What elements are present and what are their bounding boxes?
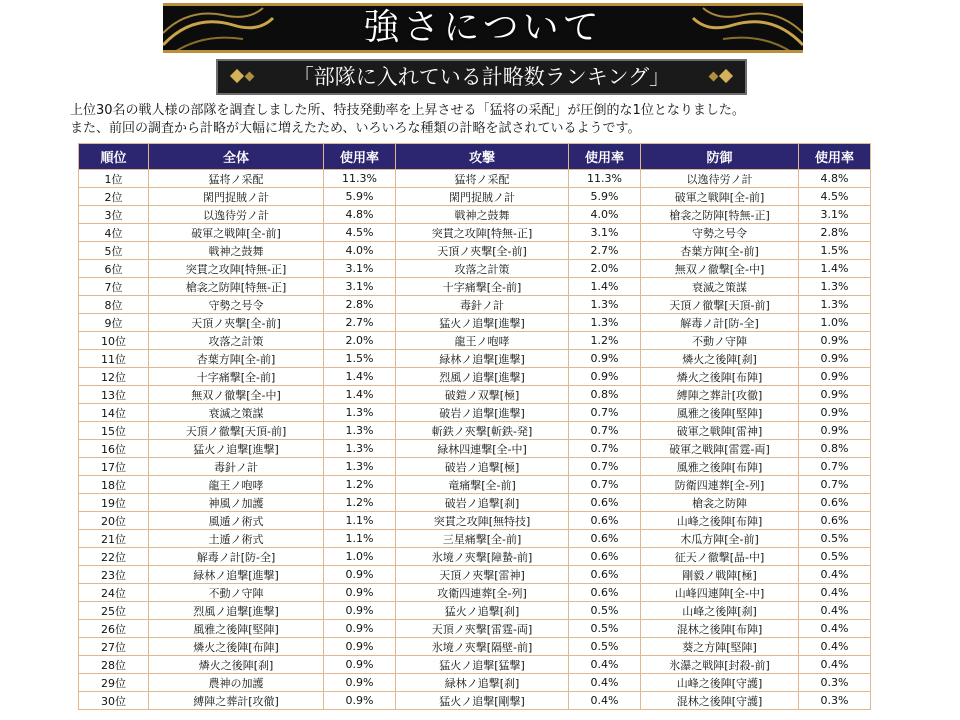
overall-rate-cell: 1.3% bbox=[324, 458, 396, 476]
description-line: また、前回の調査から計略が大幅に増えたため、いろいろな種類の計略を試されているようです。 bbox=[70, 121, 641, 136]
attack-rate-cell: 1.2% bbox=[569, 332, 641, 350]
rank-cell: 29位 bbox=[79, 674, 149, 692]
overall-rate-cell: 0.9% bbox=[324, 638, 396, 656]
defense-rate-cell: 0.3% bbox=[799, 674, 871, 692]
table-row bbox=[79, 404, 871, 422]
table-row bbox=[79, 278, 871, 296]
overall-strategy-cell: 猛将ノ采配 bbox=[149, 170, 324, 188]
table-row bbox=[79, 566, 871, 584]
defense-strategy-cell: 不動ノ守陣 bbox=[641, 332, 799, 350]
defense-rate-cell: 0.5% bbox=[799, 530, 871, 548]
defense-strategy-cell: 山峰之後陣[刹] bbox=[641, 602, 799, 620]
attack-strategy-cell: 天頂ノ夾撃[雷霆-両] bbox=[396, 620, 569, 638]
attack-rate-cell: 1.3% bbox=[569, 296, 641, 314]
rank-cell: 22位 bbox=[79, 548, 149, 566]
rank-cell: 8位 bbox=[79, 296, 149, 314]
attack-strategy-cell: 氷境ノ夾撃[隔壁-前] bbox=[396, 638, 569, 656]
rank-cell: 30位 bbox=[79, 692, 149, 710]
overall-strategy-cell: 衰滅之策謀 bbox=[149, 404, 324, 422]
table-row bbox=[79, 476, 871, 494]
overall-strategy-cell: 風遁ノ術式 bbox=[149, 512, 324, 530]
description bbox=[70, 102, 950, 138]
defense-strategy-cell: 破軍之戦陣[雷神] bbox=[641, 422, 799, 440]
overall-strategy-cell: 槍衾之防陣[特無-正] bbox=[149, 278, 324, 296]
overall-strategy-cell: 縛陣之葬計[攻徹] bbox=[149, 692, 324, 710]
attack-strategy-cell: 破岩ノ追撃[刹] bbox=[396, 494, 569, 512]
defense-strategy-cell: 剛毅ノ戦陣[極] bbox=[641, 566, 799, 584]
table-row bbox=[79, 494, 871, 512]
attack-strategy-cell: 緑林ノ追撃[刹] bbox=[396, 674, 569, 692]
defense-rate-cell: 0.4% bbox=[799, 602, 871, 620]
attack-rate-cell: 0.4% bbox=[569, 692, 641, 710]
defense-strategy-cell: 無双ノ徹撃[全-中] bbox=[641, 260, 799, 278]
attack-rate-cell: 0.5% bbox=[569, 602, 641, 620]
overall-strategy-cell: 閑門捉賊ノ計 bbox=[149, 188, 324, 206]
attack-rate-cell: 0.9% bbox=[569, 350, 641, 368]
defense-rate-cell: 4.5% bbox=[799, 188, 871, 206]
defense-rate-cell: 0.9% bbox=[799, 404, 871, 422]
header-attack: 攻撃 bbox=[396, 144, 569, 170]
table-row bbox=[79, 512, 871, 530]
rank-cell: 12位 bbox=[79, 368, 149, 386]
header-defense: 防御 bbox=[641, 144, 799, 170]
rank-cell: 14位 bbox=[79, 404, 149, 422]
overall-rate-cell: 1.2% bbox=[324, 494, 396, 512]
rank-cell: 23位 bbox=[79, 566, 149, 584]
overall-strategy-cell: 無双ノ徹撃[全-中] bbox=[149, 386, 324, 404]
overall-rate-cell: 1.3% bbox=[324, 440, 396, 458]
defense-rate-cell: 0.9% bbox=[799, 386, 871, 404]
defense-strategy-cell: 守勢之号令 bbox=[641, 224, 799, 242]
header-overall: 全体 bbox=[149, 144, 324, 170]
header-usage-rate: 使用率 bbox=[569, 144, 641, 170]
attack-rate-cell: 0.7% bbox=[569, 404, 641, 422]
attack-rate-cell: 1.4% bbox=[569, 278, 641, 296]
overall-strategy-cell: 龍王ノ咆哮 bbox=[149, 476, 324, 494]
defense-strategy-cell: 木瓜方陣[全-前] bbox=[641, 530, 799, 548]
attack-rate-cell: 0.6% bbox=[569, 530, 641, 548]
overall-rate-cell: 11.3% bbox=[324, 170, 396, 188]
attack-strategy-cell: 三星痛撃[全-前] bbox=[396, 530, 569, 548]
table-row bbox=[79, 260, 871, 278]
subtitle-banner bbox=[216, 59, 747, 95]
defense-strategy-cell: 以逸待労ノ計 bbox=[641, 170, 799, 188]
attack-strategy-cell: 猛火ノ追撃[刹] bbox=[396, 602, 569, 620]
attack-strategy-cell: 突貫之攻陣[無特技] bbox=[396, 512, 569, 530]
rank-cell: 20位 bbox=[79, 512, 149, 530]
table-row bbox=[79, 548, 871, 566]
overall-strategy-cell: 突貫之攻陣[特無-正] bbox=[149, 260, 324, 278]
overall-rate-cell: 1.2% bbox=[324, 476, 396, 494]
defense-strategy-cell: 破軍之戦陣[雷霆-両] bbox=[641, 440, 799, 458]
rank-cell: 9位 bbox=[79, 314, 149, 332]
attack-strategy-cell: 破岩ノ追撃[進撃] bbox=[396, 404, 569, 422]
header-usage-rate: 使用率 bbox=[324, 144, 396, 170]
overall-strategy-cell: 破軍之戦陣[全-前] bbox=[149, 224, 324, 242]
defense-strategy-cell: 槍衾之防陣 bbox=[641, 494, 799, 512]
defense-strategy-cell: 槍衾之防陣[特無-正] bbox=[641, 206, 799, 224]
overall-strategy-cell: 神風ノ加護 bbox=[149, 494, 324, 512]
defense-rate-cell: 1.0% bbox=[799, 314, 871, 332]
attack-rate-cell: 0.8% bbox=[569, 386, 641, 404]
overall-rate-cell: 4.8% bbox=[324, 206, 396, 224]
overall-rate-cell: 1.1% bbox=[324, 512, 396, 530]
defense-strategy-cell: 山峰之後陣[守護] bbox=[641, 674, 799, 692]
overall-rate-cell: 5.9% bbox=[324, 188, 396, 206]
defense-strategy-cell: 征天ノ徹撃[晶-中] bbox=[641, 548, 799, 566]
attack-rate-cell: 4.0% bbox=[569, 206, 641, 224]
attack-rate-cell: 0.7% bbox=[569, 458, 641, 476]
overall-rate-cell: 0.9% bbox=[324, 656, 396, 674]
attack-strategy-cell: 閑門捉賊ノ計 bbox=[396, 188, 569, 206]
defense-rate-cell: 0.8% bbox=[799, 440, 871, 458]
table-row bbox=[79, 602, 871, 620]
defense-strategy-cell: 混林之後陣[守護] bbox=[641, 692, 799, 710]
rank-cell: 18位 bbox=[79, 476, 149, 494]
table-row bbox=[79, 584, 871, 602]
overall-strategy-cell: 燐火之後陣[刹] bbox=[149, 656, 324, 674]
attack-rate-cell: 2.7% bbox=[569, 242, 641, 260]
attack-strategy-cell: 破鎧ノ双撃[極] bbox=[396, 386, 569, 404]
table-row bbox=[79, 206, 871, 224]
attack-strategy-cell: 毒針ノ計 bbox=[396, 296, 569, 314]
rank-cell: 3位 bbox=[79, 206, 149, 224]
attack-strategy-cell: 猛火ノ追撃[猛撃] bbox=[396, 656, 569, 674]
rank-cell: 21位 bbox=[79, 530, 149, 548]
attack-strategy-cell: 烈風ノ追撃[進撃] bbox=[396, 368, 569, 386]
attack-rate-cell: 11.3% bbox=[569, 170, 641, 188]
overall-rate-cell: 0.9% bbox=[324, 602, 396, 620]
rank-cell: 4位 bbox=[79, 224, 149, 242]
attack-rate-cell: 2.0% bbox=[569, 260, 641, 278]
table-row bbox=[79, 422, 871, 440]
attack-rate-cell: 0.5% bbox=[569, 620, 641, 638]
rank-cell: 13位 bbox=[79, 386, 149, 404]
attack-rate-cell: 3.1% bbox=[569, 224, 641, 242]
overall-rate-cell: 1.4% bbox=[324, 368, 396, 386]
attack-rate-cell: 0.5% bbox=[569, 638, 641, 656]
table-row bbox=[79, 674, 871, 692]
attack-strategy-cell: 緑林ノ追撃[進撃] bbox=[396, 350, 569, 368]
rank-cell: 19位 bbox=[79, 494, 149, 512]
defense-strategy-cell: 風雅之後陣[布陣] bbox=[641, 458, 799, 476]
defense-strategy-cell: 防衛四連葬[全-列] bbox=[641, 476, 799, 494]
defense-strategy-cell: 風雅之後陣[堅陣] bbox=[641, 404, 799, 422]
overall-strategy-cell: 土遁ノ術式 bbox=[149, 530, 324, 548]
defense-rate-cell: 1.4% bbox=[799, 260, 871, 278]
defense-strategy-cell: 縛陣之葬計[攻徹] bbox=[641, 386, 799, 404]
table-row bbox=[79, 458, 871, 476]
table-row bbox=[79, 656, 871, 674]
rank-cell: 24位 bbox=[79, 584, 149, 602]
attack-strategy-cell: 猛火ノ追撃[剛撃] bbox=[396, 692, 569, 710]
overall-strategy-cell: 農神の加護 bbox=[149, 674, 324, 692]
overall-rate-cell: 3.1% bbox=[324, 260, 396, 278]
table-row bbox=[79, 386, 871, 404]
defense-strategy-cell: 混林之後陣[布陣] bbox=[641, 620, 799, 638]
defense-strategy-cell: 杏葉方陣[全-前] bbox=[641, 242, 799, 260]
defense-rate-cell: 0.4% bbox=[799, 620, 871, 638]
title-banner bbox=[163, 3, 803, 53]
overall-strategy-cell: 緑林ノ追撃[進撃] bbox=[149, 566, 324, 584]
defense-strategy-cell: 衰滅之策謀 bbox=[641, 278, 799, 296]
rank-cell: 15位 bbox=[79, 422, 149, 440]
overall-strategy-cell: 燐火之後陣[布陣] bbox=[149, 638, 324, 656]
attack-rate-cell: 5.9% bbox=[569, 188, 641, 206]
defense-rate-cell: 0.4% bbox=[799, 656, 871, 674]
overall-rate-cell: 1.5% bbox=[324, 350, 396, 368]
table-row bbox=[79, 170, 871, 188]
overall-strategy-cell: 解毒ノ計[防-全] bbox=[149, 548, 324, 566]
table-row bbox=[79, 242, 871, 260]
rank-cell: 25位 bbox=[79, 602, 149, 620]
rank-cell: 27位 bbox=[79, 638, 149, 656]
overall-rate-cell: 1.3% bbox=[324, 404, 396, 422]
defense-rate-cell: 4.8% bbox=[799, 170, 871, 188]
attack-rate-cell: 0.9% bbox=[569, 368, 641, 386]
attack-strategy-cell: 猛将ノ采配 bbox=[396, 170, 569, 188]
overall-rate-cell: 0.9% bbox=[324, 692, 396, 710]
description-line: 上位30名の戦人様の部隊を調査しました所、特技発動率を上昇させる「猛将の采配」が圧倒的な1位となりました。 bbox=[70, 103, 745, 118]
attack-rate-cell: 0.6% bbox=[569, 584, 641, 602]
attack-rate-cell: 0.6% bbox=[569, 494, 641, 512]
attack-strategy-cell: 斬鉄ノ夾撃[斬鉄-発] bbox=[396, 422, 569, 440]
rank-cell: 7位 bbox=[79, 278, 149, 296]
attack-strategy-cell: 天頂ノ夾撃[全-前] bbox=[396, 242, 569, 260]
overall-strategy-cell: 戦神之鼓舞 bbox=[149, 242, 324, 260]
header-usage-rate: 使用率 bbox=[799, 144, 871, 170]
rank-cell: 10位 bbox=[79, 332, 149, 350]
defense-strategy-cell: 天頂ノ徹撃[天頂-前] bbox=[641, 296, 799, 314]
table-row bbox=[79, 188, 871, 206]
overall-rate-cell: 0.9% bbox=[324, 584, 396, 602]
overall-rate-cell: 0.9% bbox=[324, 674, 396, 692]
overall-strategy-cell: 不動ノ守陣 bbox=[149, 584, 324, 602]
table-row bbox=[79, 368, 871, 386]
table-row bbox=[79, 638, 871, 656]
defense-rate-cell: 1.3% bbox=[799, 296, 871, 314]
table-row bbox=[79, 440, 871, 458]
defense-rate-cell: 0.7% bbox=[799, 458, 871, 476]
attack-rate-cell: 0.6% bbox=[569, 566, 641, 584]
defense-strategy-cell: 解毒ノ計[防-全] bbox=[641, 314, 799, 332]
attack-rate-cell: 0.6% bbox=[569, 548, 641, 566]
overall-strategy-cell: 猛火ノ追撃[進撃] bbox=[149, 440, 324, 458]
attack-strategy-cell: 氷境ノ夾撃[障蟄-前] bbox=[396, 548, 569, 566]
attack-rate-cell: 0.4% bbox=[569, 656, 641, 674]
defense-rate-cell: 0.6% bbox=[799, 494, 871, 512]
defense-strategy-cell: 燐火之後陣[布陣] bbox=[641, 368, 799, 386]
overall-strategy-cell: 毒針ノ計 bbox=[149, 458, 324, 476]
attack-strategy-cell: 天頂ノ夾撃[雷神] bbox=[396, 566, 569, 584]
attack-rate-cell: 0.4% bbox=[569, 674, 641, 692]
overall-rate-cell: 1.3% bbox=[324, 422, 396, 440]
rank-cell: 17位 bbox=[79, 458, 149, 476]
defense-rate-cell: 0.9% bbox=[799, 422, 871, 440]
defense-rate-cell: 1.3% bbox=[799, 278, 871, 296]
section-subtitle: 「部隊に入れている計略数ランキング」 bbox=[292, 65, 671, 89]
rank-cell: 1位 bbox=[79, 170, 149, 188]
attack-rate-cell: 1.3% bbox=[569, 314, 641, 332]
table-row bbox=[79, 296, 871, 314]
rank-cell: 5位 bbox=[79, 242, 149, 260]
overall-strategy-cell: 烈風ノ追撃[進撃] bbox=[149, 602, 324, 620]
overall-rate-cell: 1.0% bbox=[324, 548, 396, 566]
overall-strategy-cell: 風雅之後陣[堅陣] bbox=[149, 620, 324, 638]
defense-rate-cell: 2.8% bbox=[799, 224, 871, 242]
defense-rate-cell: 0.9% bbox=[799, 332, 871, 350]
table-row bbox=[79, 692, 871, 710]
attack-strategy-cell: 猛火ノ追撃[進撃] bbox=[396, 314, 569, 332]
defense-rate-cell: 0.4% bbox=[799, 638, 871, 656]
table-row bbox=[79, 620, 871, 638]
rank-cell: 6位 bbox=[79, 260, 149, 278]
attack-strategy-cell: 緑林四連撃[全-中] bbox=[396, 440, 569, 458]
overall-strategy-cell: 天頂ノ夾撃[全-前] bbox=[149, 314, 324, 332]
attack-strategy-cell: 龍王ノ咆哮 bbox=[396, 332, 569, 350]
attack-strategy-cell: 戦神之鼓舞 bbox=[396, 206, 569, 224]
attack-strategy-cell: 攻落之計策 bbox=[396, 260, 569, 278]
rank-cell: 26位 bbox=[79, 620, 149, 638]
attack-rate-cell: 0.6% bbox=[569, 512, 641, 530]
rank-cell: 2位 bbox=[79, 188, 149, 206]
defense-rate-cell: 0.6% bbox=[799, 512, 871, 530]
overall-rate-cell: 0.9% bbox=[324, 620, 396, 638]
table-body bbox=[79, 170, 871, 710]
page-title: 強さについて bbox=[363, 7, 603, 48]
table-row bbox=[79, 350, 871, 368]
rank-cell: 11位 bbox=[79, 350, 149, 368]
defense-rate-cell: 3.1% bbox=[799, 206, 871, 224]
table-row bbox=[79, 314, 871, 332]
overall-rate-cell: 1.4% bbox=[324, 386, 396, 404]
defense-rate-cell: 0.9% bbox=[799, 350, 871, 368]
attack-strategy-cell: 十字痛撃[全-前] bbox=[396, 278, 569, 296]
defense-rate-cell: 0.4% bbox=[799, 584, 871, 602]
defense-rate-cell: 0.4% bbox=[799, 566, 871, 584]
attack-rate-cell: 0.7% bbox=[569, 440, 641, 458]
overall-rate-cell: 4.0% bbox=[324, 242, 396, 260]
overall-rate-cell: 2.7% bbox=[324, 314, 396, 332]
attack-strategy-cell: 突貫之攻陣[特無-正] bbox=[396, 224, 569, 242]
attack-strategy-cell: 竜痛撃[全-前] bbox=[396, 476, 569, 494]
defense-rate-cell: 1.5% bbox=[799, 242, 871, 260]
attack-rate-cell: 0.7% bbox=[569, 422, 641, 440]
defense-rate-cell: 0.5% bbox=[799, 548, 871, 566]
defense-rate-cell: 0.3% bbox=[799, 692, 871, 710]
defense-strategy-cell: 破軍之戦陣[全-前] bbox=[641, 188, 799, 206]
table-row bbox=[79, 530, 871, 548]
rank-cell: 16位 bbox=[79, 440, 149, 458]
overall-strategy-cell: 守勢之号令 bbox=[149, 296, 324, 314]
defense-strategy-cell: 山峰四連陣[全-中] bbox=[641, 584, 799, 602]
defense-strategy-cell: 山峰之後陣[布陣] bbox=[641, 512, 799, 530]
defense-rate-cell: 0.7% bbox=[799, 476, 871, 494]
overall-strategy-cell: 以逸待労ノ計 bbox=[149, 206, 324, 224]
table-row bbox=[79, 224, 871, 242]
table-row bbox=[79, 332, 871, 350]
defense-rate-cell: 0.9% bbox=[799, 368, 871, 386]
overall-rate-cell: 3.1% bbox=[324, 278, 396, 296]
overall-strategy-cell: 攻落之計策 bbox=[149, 332, 324, 350]
rank-cell: 28位 bbox=[79, 656, 149, 674]
defense-strategy-cell: 葵之方陣[堅陣] bbox=[641, 638, 799, 656]
overall-strategy-cell: 十字痛撃[全-前] bbox=[149, 368, 324, 386]
overall-rate-cell: 2.0% bbox=[324, 332, 396, 350]
attack-strategy-cell: 破岩ノ追撃[極] bbox=[396, 458, 569, 476]
header-rank: 順位 bbox=[79, 144, 149, 170]
overall-rate-cell: 4.5% bbox=[324, 224, 396, 242]
overall-strategy-cell: 天頂ノ徹撃[天頂-前] bbox=[149, 422, 324, 440]
overall-rate-cell: 0.9% bbox=[324, 566, 396, 584]
attack-strategy-cell: 攻衛四連葬[全-列] bbox=[396, 584, 569, 602]
overall-strategy-cell: 杏葉方陣[全-前] bbox=[149, 350, 324, 368]
overall-rate-cell: 1.1% bbox=[324, 530, 396, 548]
overall-rate-cell: 2.8% bbox=[324, 296, 396, 314]
table-header-row bbox=[79, 144, 871, 170]
attack-rate-cell: 0.7% bbox=[569, 476, 641, 494]
ranking-table bbox=[78, 143, 871, 710]
defense-strategy-cell: 燐火之後陣[刹] bbox=[641, 350, 799, 368]
defense-strategy-cell: 氷瀑之戦陣[封殺-前] bbox=[641, 656, 799, 674]
